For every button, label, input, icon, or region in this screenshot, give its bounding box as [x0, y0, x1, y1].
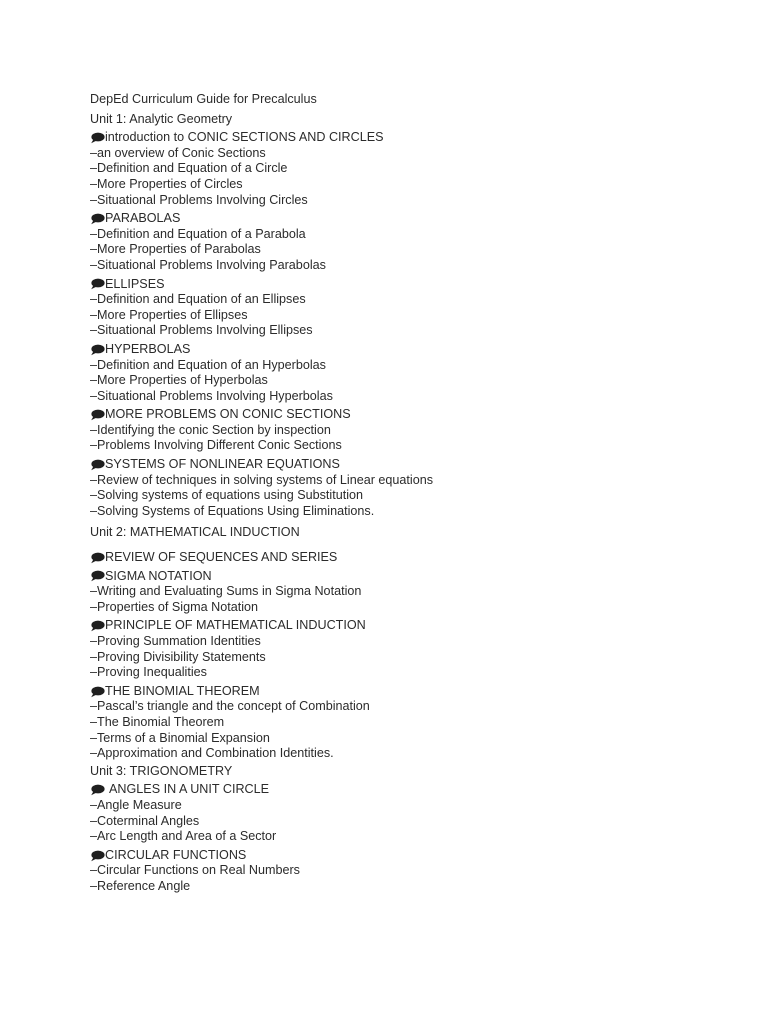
section-heading: [90, 618, 730, 634]
topic-item: –Problems Involving Different Conic Sections: [90, 438, 342, 453]
document-body: [90, 92, 730, 895]
unit-heading: Unit 3: TRIGONOMETRY: [90, 763, 233, 778]
section-heading: [90, 848, 730, 864]
topic-item: –Review of techniques in solving systems of Linear equations: [90, 472, 434, 487]
speech-bubble-icon: [90, 570, 105, 582]
topic-item: –Identifying the conic Section by inspection: [90, 422, 331, 437]
section-label: THE BINOMIAL THEOREM: [105, 683, 260, 698]
topic-item: –Writing and Evaluating Sums in Sigma Notation: [90, 584, 362, 599]
topic-item: –Definition and Equation of an Ellipses: [90, 292, 306, 307]
section-heading: [90, 684, 730, 700]
speech-bubble-icon: [90, 784, 105, 796]
topic-item: –Solving systems of equations using Substitution: [90, 488, 364, 503]
topic-item: –Definition and Equation of an Hyperbolas: [90, 357, 326, 372]
section-label: CIRCULAR FUNCTIONS: [105, 847, 247, 862]
topic-item: –Proving Summation Identities: [90, 634, 261, 648]
topic-item: –Definition and Equation of a Circle: [90, 161, 288, 176]
section-label: PARABOLAS: [105, 211, 181, 226]
section-label: PRINCIPLE OF MATHEMATICAL INDUCTION: [105, 618, 366, 633]
unit-heading: Unit 2: MATHEMATICAL INDUCTION: [90, 525, 300, 540]
section-label: introduction to CONIC SECTIONS AND CIRCLES: [105, 130, 384, 145]
topic-item: –More Properties of Parabolas: [90, 242, 261, 257]
topic-item: –Coterminal Angles: [90, 813, 200, 828]
section-label: ELLIPSES: [105, 276, 165, 291]
speech-bubble-icon: [90, 278, 105, 290]
speech-bubble-icon: [90, 213, 105, 225]
section-label: SYSTEMS OF NONLINEAR EQUATIONS: [105, 457, 340, 472]
speech-bubble-icon: [90, 409, 105, 421]
topic-item: –Definition and Equation of a Parabola: [90, 226, 306, 241]
document-title: DepEd Curriculum Guide for Precalculus: [90, 92, 317, 106]
topic-item: –More Properties of Ellipses: [90, 307, 248, 322]
topic-item: –Solving Systems of Equations Using Eliminations.: [90, 503, 375, 518]
topic-item: –Proving Divisibility Statements: [90, 649, 266, 664]
topic-item: –Pascal’s triangle and the concept of Combination: [90, 699, 370, 714]
topic-item: –More Properties of Hyperbolas: [90, 373, 268, 388]
topic-item: –Situational Problems Involving Hyperbolas: [90, 388, 333, 403]
section-label: SIGMA NOTATION: [105, 568, 212, 583]
topic-item: –Approximation and Combination Identities.: [90, 746, 334, 761]
speech-bubble-icon: [90, 132, 105, 144]
section-label: HYPERBOLAS: [105, 341, 191, 356]
section-heading: [90, 550, 730, 566]
speech-bubble-icon: [90, 850, 105, 862]
speech-bubble-icon: [90, 620, 105, 632]
section-heading: [90, 782, 730, 798]
speech-bubble-icon: [90, 344, 105, 356]
topic-item: –Proving Inequalities: [90, 665, 207, 680]
section-heading: [90, 342, 730, 358]
topic-item: –Angle Measure: [90, 797, 182, 812]
section-heading: [90, 211, 730, 227]
speech-bubble-icon: [90, 459, 105, 471]
topic-item: –The Binomial Theorem: [90, 714, 225, 729]
section-label: MORE PROBLEMS ON CONIC SECTIONS: [105, 407, 351, 422]
topic-item: –Properties of Sigma Notation: [90, 599, 259, 614]
topic-item: –an overview of Conic Sections: [90, 145, 266, 160]
topic-item: –Situational Problems Involving Ellipses: [90, 323, 313, 338]
topic-item: –Arc Length and Area of a Sector: [90, 829, 277, 844]
section-label: ANGLES IN A UNIT CIRCLE: [109, 782, 270, 797]
topic-item: –Terms of a Binomial Expansion: [90, 730, 270, 745]
section-heading: [90, 457, 730, 473]
topic-item: –Situational Problems Involving Parabolas: [90, 257, 326, 272]
section-heading: [90, 407, 730, 423]
topic-item: –Circular Functions on Real Numbers: [90, 863, 300, 878]
section-heading: [90, 130, 730, 146]
speech-bubble-icon: [90, 686, 105, 698]
topic-item: –Reference Angle: [90, 878, 191, 893]
topic-item: –More Properties of Circles: [90, 176, 243, 191]
topic-item: –Situational Problems Involving Circles: [90, 192, 308, 207]
section-heading: [90, 569, 730, 585]
section-label: REVIEW OF SEQUENCES AND SERIES: [105, 550, 338, 565]
section-heading: [90, 277, 730, 293]
speech-bubble-icon: [90, 552, 105, 564]
unit-heading: Unit 1: Analytic Geometry: [90, 111, 233, 126]
units-container: [90, 112, 730, 895]
